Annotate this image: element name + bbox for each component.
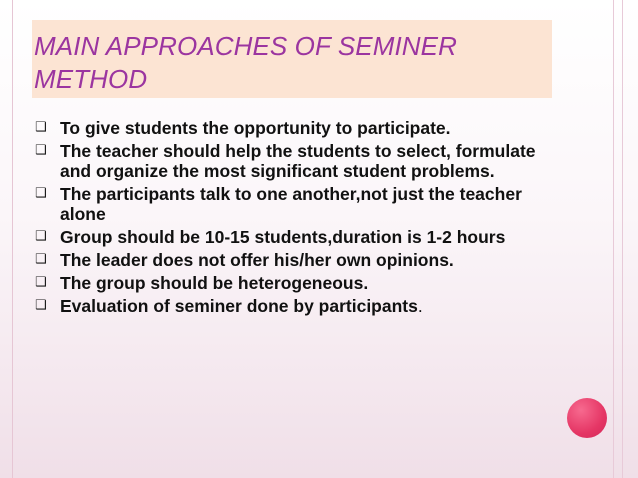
hollow-square-bullet-icon: ❑ (35, 142, 47, 157)
bullet-text: Evaluation of seminer done by participants (60, 296, 418, 316)
hollow-square-bullet-icon: ❑ (35, 274, 47, 289)
decorative-pink-circle (567, 398, 607, 438)
bullet-item (34, 227, 559, 247)
decorative-frame-line-right-outer (622, 0, 623, 478)
bullet-text: The teacher should help the students to select, formulate and organize the most significant student problems. (60, 141, 536, 181)
hollow-square-bullet-icon: ❑ (35, 228, 47, 243)
slide-title (34, 30, 552, 96)
bullet-text: The leader does not offer his/her own opinions. (60, 250, 454, 270)
bullet-item (34, 184, 559, 224)
bullet-item (34, 296, 559, 316)
slide-title-box (32, 20, 552, 98)
bullet-item (34, 118, 559, 138)
hollow-square-bullet-icon: ❑ (35, 185, 47, 200)
decorative-frame-line-right-inner (613, 0, 614, 478)
bullet-list (34, 118, 559, 319)
bullet-item (34, 141, 559, 181)
bullet-text: Group should be 10-15 students,duration is 1-2 hours (60, 227, 506, 247)
hollow-square-bullet-icon: ❑ (35, 297, 47, 312)
bullet-text: The group should be heterogeneous. (60, 273, 369, 293)
bullet-text: The participants talk to one another,not just the teacher alone (60, 184, 522, 224)
hollow-square-bullet-icon: ❑ (35, 251, 47, 266)
hollow-square-bullet-icon: ❑ (35, 119, 47, 134)
bullet-text: To give students the opportunity to participate. (60, 118, 451, 138)
slide-title-line-1: MAIN APPROACHES OF SEMINER (34, 31, 458, 61)
bullet-period: . (417, 296, 423, 316)
decorative-frame-line-left (12, 0, 13, 478)
bullet-item (34, 250, 559, 270)
bullet-item (34, 273, 559, 293)
slide-title-line-2: METHOD (34, 64, 148, 94)
